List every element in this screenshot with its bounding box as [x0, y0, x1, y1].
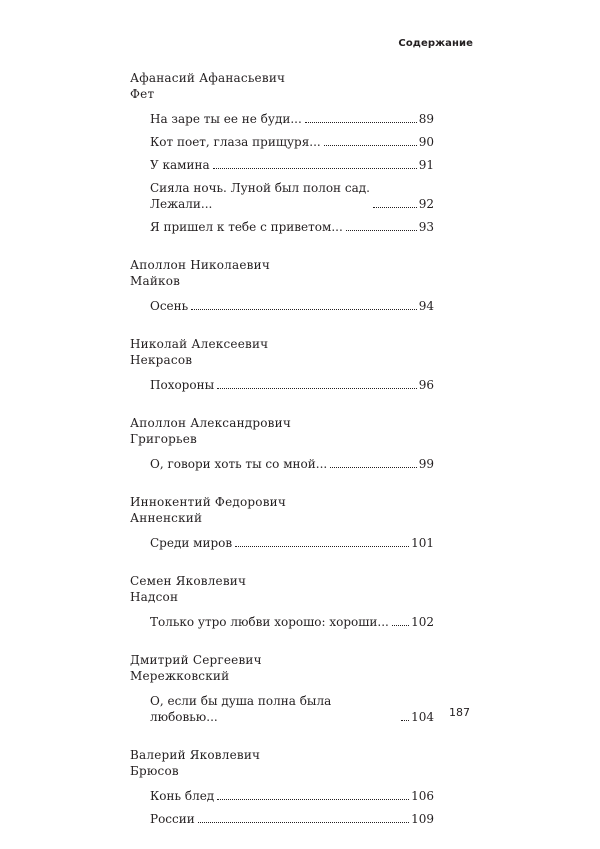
poem-list — [130, 456, 434, 472]
toc-entry[interactable] — [150, 614, 434, 630]
table-of-contents — [130, 70, 434, 849]
toc-entry[interactable] — [150, 180, 434, 212]
toc-entry[interactable] — [150, 111, 434, 127]
page-reference: 92 — [418, 197, 434, 211]
poem-title: Я пришел к тебе с приветом... — [150, 220, 343, 234]
poem-title: О, если бы душа полна была любовью... — [150, 694, 332, 724]
poem-list — [130, 298, 434, 314]
dot-leader — [305, 122, 417, 123]
dot-leader — [213, 168, 417, 169]
author-surname: Брюсов — [130, 764, 179, 778]
toc-entry[interactable] — [150, 535, 434, 551]
toc-entry[interactable] — [150, 693, 434, 725]
author-section — [130, 415, 434, 472]
page-reference: 102 — [411, 615, 434, 629]
dot-leader — [346, 230, 417, 231]
page-reference: 93 — [418, 220, 434, 234]
poem-title: Среди миров — [150, 536, 233, 550]
author-first-names: Афанасий Афанасьевич — [130, 71, 286, 85]
author-first-names: Валерий Яковлевич — [130, 748, 261, 762]
author-first-names: Иннокентий Федорович — [130, 495, 287, 509]
dot-leader — [330, 467, 417, 468]
author-surname: Мережковский — [130, 669, 230, 683]
page-reference: 94 — [418, 299, 434, 313]
poem-title: На заре ты ее не буди... — [150, 112, 302, 126]
toc-entry[interactable] — [150, 219, 434, 235]
author-section — [130, 257, 434, 314]
page-reference: 106 — [411, 789, 434, 803]
author-section — [130, 70, 434, 235]
dot-leader — [401, 720, 409, 721]
page-reference: 90 — [418, 135, 434, 149]
poem-title: Только утро любви хорошо: хороши... — [150, 615, 389, 629]
poem-title: Кот поет, глаза прищуря... — [150, 135, 321, 149]
page-reference: 101 — [411, 536, 434, 550]
author-first-names: Семен Яковлевич — [130, 574, 247, 588]
author-section — [130, 652, 434, 725]
toc-entry[interactable] — [150, 298, 434, 314]
author-section — [130, 494, 434, 551]
dot-leader — [235, 546, 409, 547]
author-section — [130, 336, 434, 393]
poem-title: Осень — [150, 299, 189, 313]
author-section — [130, 573, 434, 630]
toc-entry[interactable] — [150, 377, 434, 393]
poem-list — [130, 614, 434, 630]
dot-leader — [198, 822, 409, 823]
toc-entry[interactable] — [150, 134, 434, 150]
author-first-names: Аполлон Николаевич — [130, 258, 270, 272]
toc-entry[interactable] — [150, 811, 434, 827]
poem-list — [130, 111, 434, 235]
page-reference: 91 — [418, 158, 434, 172]
dot-leader — [392, 625, 409, 626]
poem-title: О, говори хоть ты со мной... — [150, 457, 328, 471]
author-surname: Майков — [130, 274, 181, 288]
poem-list — [130, 693, 434, 725]
toc-entry[interactable] — [150, 157, 434, 173]
poem-title: России — [150, 812, 195, 826]
toc-entry[interactable] — [150, 456, 434, 472]
poem-list — [130, 535, 434, 551]
page-reference: 109 — [411, 812, 434, 826]
author-section — [130, 747, 434, 827]
poem-title: У камина — [150, 158, 210, 172]
poem-title: Сияла ночь. Луной был полон сад. Лежали... — [150, 181, 370, 211]
poem-list — [130, 788, 434, 827]
page-reference: 96 — [418, 378, 434, 392]
page-reference: 99 — [418, 457, 434, 471]
toc-entry[interactable] — [150, 788, 434, 804]
poem-title: Конь блед — [150, 789, 215, 803]
dot-leader — [191, 309, 417, 310]
dot-leader — [373, 207, 417, 208]
author-surname: Григорьев — [130, 432, 198, 446]
author-first-names: Николай Алексеевич — [130, 337, 269, 351]
dot-leader — [324, 145, 417, 146]
page-reference: 104 — [411, 710, 434, 724]
page-number: 187 — [449, 706, 470, 719]
author-surname: Надсон — [130, 590, 179, 604]
dot-leader — [217, 799, 409, 800]
author-first-names: Аполлон Александрович — [130, 416, 291, 430]
page-reference: 89 — [418, 112, 434, 126]
dot-leader — [217, 388, 417, 389]
poem-list — [130, 377, 434, 393]
author-first-names: Дмитрий Сергеевич — [130, 653, 262, 667]
author-surname: Анненский — [130, 511, 203, 525]
running-head: Содержание — [398, 38, 473, 49]
author-surname: Фет — [130, 87, 155, 101]
author-surname: Некрасов — [130, 353, 193, 367]
poem-title: Похороны — [150, 378, 215, 392]
